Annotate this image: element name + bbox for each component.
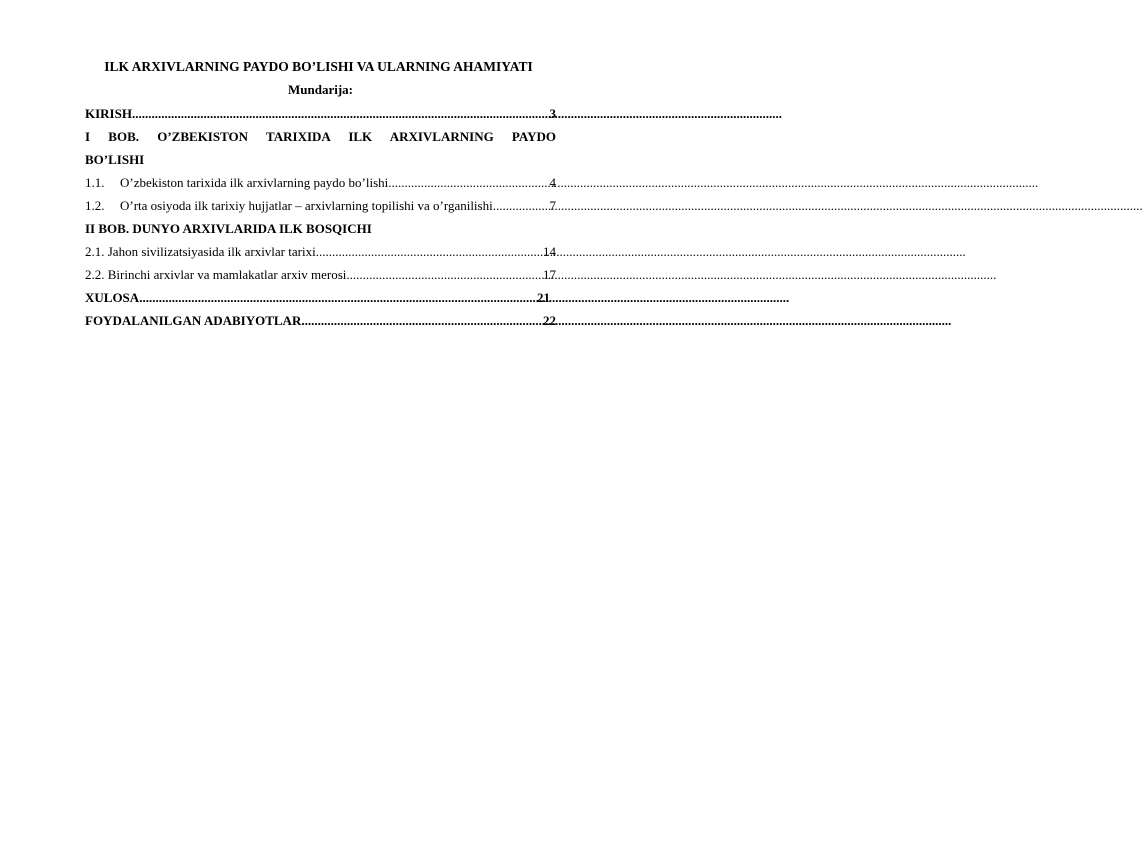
dot-leader bbox=[493, 194, 550, 217]
toc-entry-page: 17 bbox=[543, 267, 556, 282]
dot-leader bbox=[132, 102, 550, 125]
document-title: ILK ARXIVLARNING PAYDO BO’LISHI VA ULARNING AHAMIYATI bbox=[104, 59, 533, 74]
toc-heading: Mundarija: bbox=[288, 82, 353, 97]
toc-chapter-2-title[interactable]: II BOB. DUNYO ARXIVLARIDA ILK BOSQICHI bbox=[85, 221, 372, 236]
toc-entry-number: 1.1. bbox=[85, 175, 105, 190]
toc-entry-page: 14 bbox=[543, 244, 556, 259]
dot-leader bbox=[388, 171, 549, 194]
toc-entry-page: 7 bbox=[549, 198, 556, 213]
toc-entry-label: KIRISH bbox=[85, 106, 132, 121]
toc-entry-2-1[interactable] bbox=[85, 240, 556, 263]
toc-chapter-1-title[interactable]: I BOB. O’ZBEKISTON TARIXIDA ILK ARXIVLARNING PAYDO bbox=[85, 129, 556, 144]
toc-entry-page: 21 bbox=[537, 290, 550, 305]
toc-entry-page: 3 bbox=[549, 106, 556, 121]
toc-entry-label: O’zbekiston tarixida ilk arxivlarning paydo bo’lishi bbox=[120, 175, 389, 190]
toc-entry-conclusion[interactable] bbox=[85, 286, 556, 309]
toc-entry-label: FOYDALANILGAN ADABIYOTLAR bbox=[85, 313, 302, 328]
toc-entry-label: 2.1. Jahon sivilizatsiyasida ilk arxivlar tarixi bbox=[85, 244, 316, 259]
toc-entry-intro[interactable] bbox=[85, 102, 556, 125]
toc-entry-page: 4 bbox=[549, 175, 556, 190]
toc-entry-label: XULOSA bbox=[85, 290, 140, 305]
toc-entry-page: 22 bbox=[543, 313, 556, 328]
dot-leader bbox=[316, 240, 543, 263]
toc-entry-1-2[interactable] bbox=[85, 194, 556, 217]
dot-leader bbox=[346, 263, 543, 286]
toc-entry-number: 1.2. bbox=[85, 198, 105, 213]
toc-entry-2-2[interactable] bbox=[85, 263, 556, 286]
dot-leader bbox=[139, 286, 537, 309]
toc-entry-label: 2.2. Birinchi arxivlar va mamlakatlar arxiv merosi bbox=[85, 267, 347, 282]
toc-entry-1-1[interactable] bbox=[85, 171, 556, 194]
toc-chapter-1-title-continued: BO’LISHI bbox=[85, 152, 145, 167]
toc-entry-references[interactable] bbox=[85, 309, 556, 332]
toc-entry-label: O’rta osiyoda ilk tarixiy hujjatlar – arxivlarning topilishi va o’rganilishi bbox=[120, 198, 493, 213]
dot-leader bbox=[301, 309, 543, 332]
